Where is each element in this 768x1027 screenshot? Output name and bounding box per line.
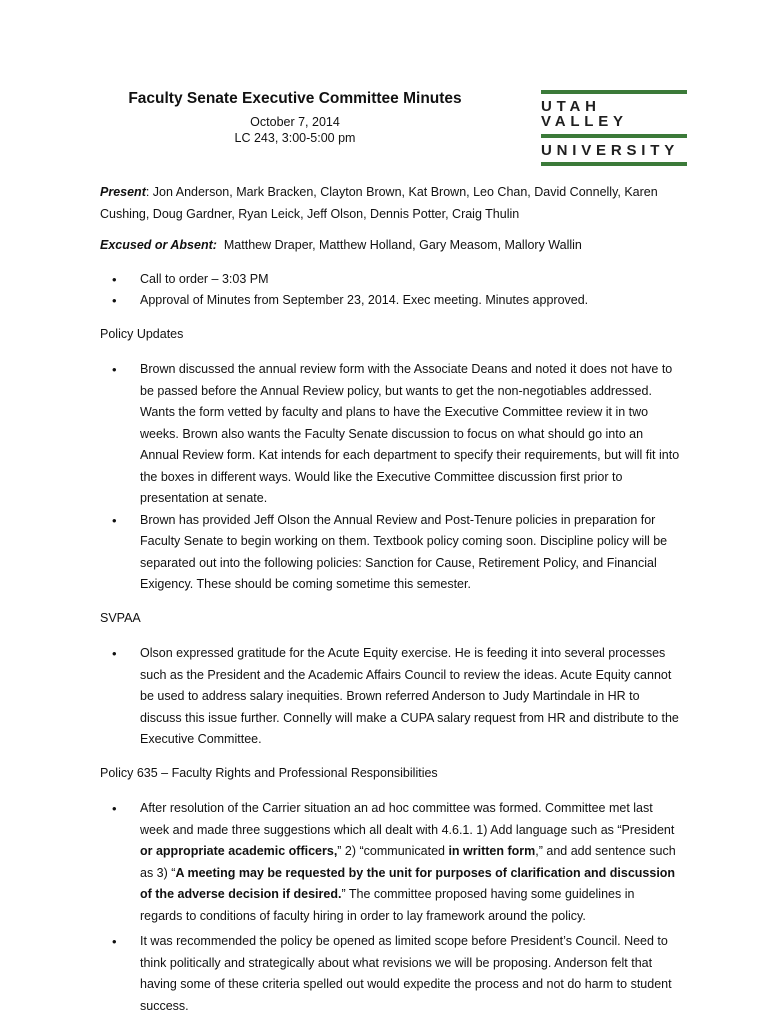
document-title: Faculty Senate Executive Committee Minutes <box>128 90 462 107</box>
minutes-body <box>100 182 680 1027</box>
list-item: • Call to order – 3:03 PM <box>100 269 680 291</box>
text-fragment: ” The committee proposed having some guidelines in regards to conditions of faculty hiring in order to lay framework around the policy. <box>140 887 635 923</box>
meeting-date: October 7, 2014 <box>250 115 340 129</box>
document-header <box>100 90 680 160</box>
present-paragraph <box>100 182 680 225</box>
logo-line-1: UTAH VALLEY <box>541 98 628 130</box>
list-item <box>100 798 680 927</box>
text-fragment: ,” and add sentence such as 3) “ <box>140 844 676 880</box>
absent-paragraph <box>100 235 680 257</box>
policy-635-list <box>100 798 680 1017</box>
bold-fragment: or appropriate academic officers, <box>140 844 338 858</box>
list-item: • Olson expressed gratitude for the Acute Equity exercise. He is feeding it into several processes such as the President and the Academic Affairs Council to review the ideas. Acute Equity cannot be used to address salary inequities. Brown referred Anderson to Judy Martindale in HR to discuss this issue further. Connelly will make a CUPA salary request from HR and distribute to the Executive Committee. <box>100 643 680 751</box>
absent-label: Excused or Absent: <box>100 238 217 252</box>
absent-names: Matthew Draper, Matthew Holland, Gary Measom, Mallory Wallin <box>216 238 582 252</box>
opening-list <box>100 269 680 312</box>
text-fragment: ” 2) “communicated <box>337 844 449 858</box>
present-label: Present <box>100 185 146 199</box>
policy-updates-list <box>100 359 680 596</box>
section-heading-policy-635: Policy 635 – Faculty Rights and Professional Responsibilities <box>100 765 438 780</box>
present-names: : Jon Anderson, Mark Bracken, Clayton Brown, Kat Brown, Leo Chan, David Connelly, Karen Cushing, Doug Gardner, Ryan Leick, Jeff Olson, Dennis Potter, Craig Thulin <box>100 185 658 221</box>
list-item: • Brown has provided Jeff Olson the Annual Review and Post-Tenure policies in preparation for Faculty Senate to begin working on them. Textbook policy coming soon. Discipline policy will be separated out into the following policies: Sanction for Cause, Retirement Policy, and Financial Exigency. These should be coming sometime this semester. <box>100 510 680 596</box>
logo-line-2: UNIVERSITY <box>541 142 680 159</box>
title-block <box>100 90 490 146</box>
logo-bar-bottom <box>541 162 687 166</box>
list-item: • Approval of Minutes from September 23, 2014. Exec meeting. Minutes approved. <box>100 290 680 312</box>
uvu-logo <box>541 90 687 159</box>
list-item: • It was recommended the policy be opened as limited scope before President’s Council. Need to think politically and strategically about what revisions we will be proposing. Anderson felt that having some of these criteria spelled out would expedite the process and not do harm to student success. <box>100 931 680 1017</box>
list-item: • Brown discussed the annual review form with the Associate Deans and noted it does not have to be passed before the Annual Review policy, but wants to get the non-negotiables addressed. Wants the form vetted by faculty and plans to have the Executive Committee review it in two weeks. Brown also wants the Faculty Senate discussion to focus on what should go into an Annual Review form. Kat intends for each department to specify their requirements, but will fit into the boxes in different ways. Would like the Executive Committee discussion first prior to presentation at senate. <box>100 359 680 510</box>
logo-bar-top <box>541 90 687 94</box>
logo-bar-middle <box>541 134 687 138</box>
text-fragment: After resolution of the Carrier situation an ad hoc committee was formed. Committee met last week and made three suggestions which all dealt with 4.6.1. 1) Add language such as “President <box>140 801 675 837</box>
section-heading-policy-updates: Policy Updates <box>100 326 184 341</box>
svpaa-list <box>100 643 680 751</box>
bold-fragment: in written form <box>448 844 536 858</box>
bold-fragment: A meeting may be requested by the unit for purposes of clarification and discussion of the adverse decision if desired. <box>140 865 676 901</box>
section-heading-svpaa: SVPAA <box>100 610 141 625</box>
meeting-location: LC 243, 3:00-5:00 pm <box>234 131 356 145</box>
